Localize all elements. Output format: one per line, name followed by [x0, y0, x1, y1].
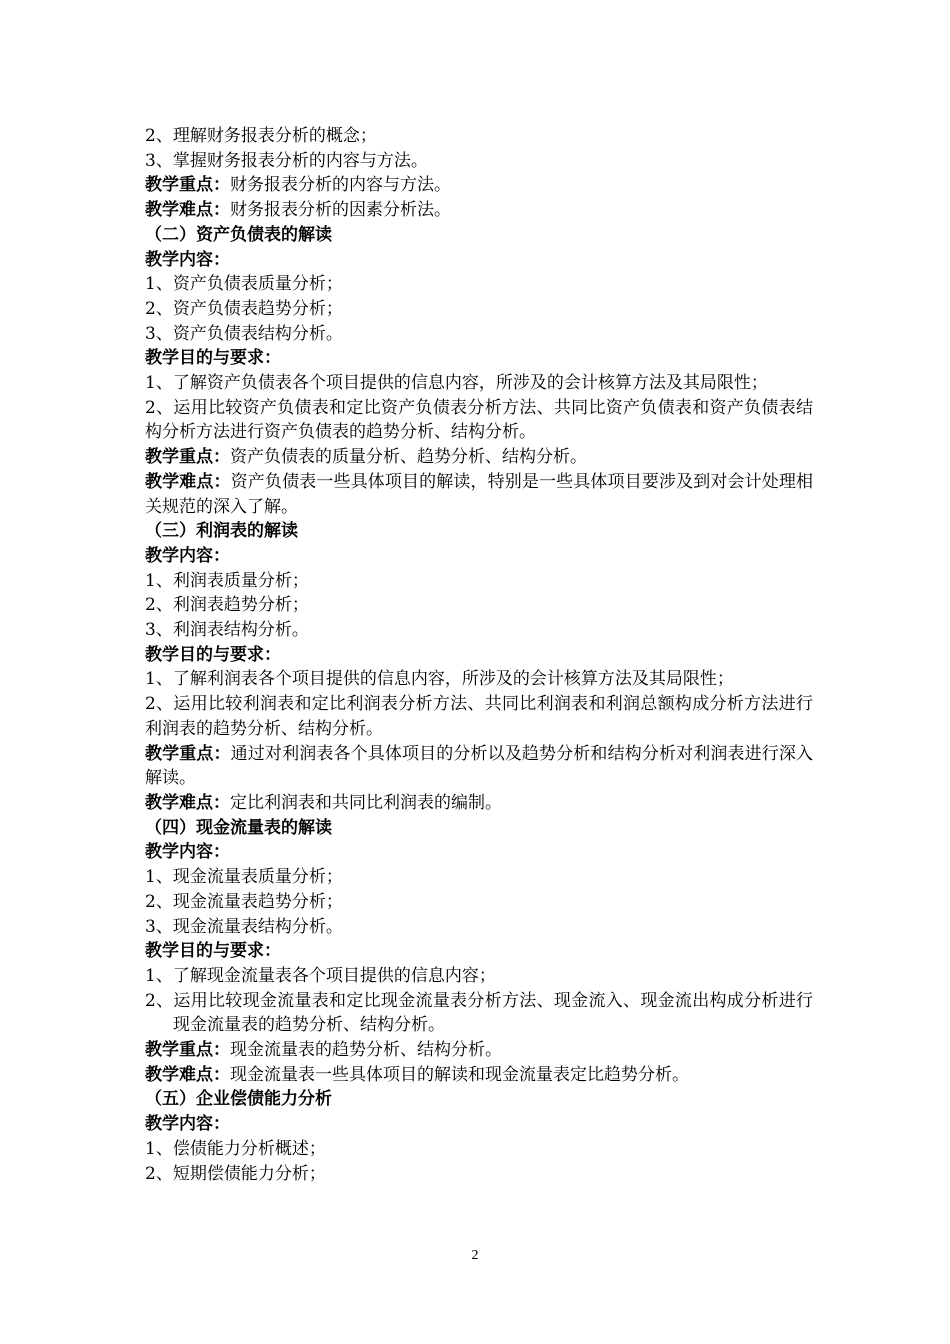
content-label: 教学内容：	[145, 545, 230, 566]
content-label: 教学内容：	[145, 1114, 230, 1135]
goals-label: 教学目的与要求：	[145, 348, 281, 369]
list-item: 3、现金流量表结构分析。	[145, 916, 343, 937]
difficulty-text: 财务报表分析的因素分析法。	[230, 200, 451, 221]
goals-label: 教学目的与要求：	[145, 644, 281, 665]
difficulty	[145, 791, 813, 816]
list-item: 2、利润表趋势分析；	[145, 595, 309, 616]
key-point-label: 教学重点：	[145, 1040, 230, 1061]
difficulty-label: 教学难点：	[145, 200, 230, 221]
key-point	[145, 1038, 813, 1063]
key-point-text: 现金流量表的趋势分析、结构分析。	[230, 1040, 502, 1061]
key-point-text: 资产负债表的质量分析、趋势分析、结构分析。	[230, 447, 587, 468]
goal-item: 1、了解现金流量表各个项目提供的信息内容；	[145, 965, 496, 986]
section-heading: （五）企业偿债能力分析	[145, 1089, 332, 1110]
goal-item: 2、运用比较资产负债表和定比资产负债表分析方法、共同比资产负债表和资产负债表结构分析方法进行资产负债表的趋势分析、结构分析。	[145, 397, 813, 443]
key-point-text: 财务报表分析的内容与方法。	[230, 175, 451, 196]
difficulty-text: 现金流量表一些具体项目的解读和现金流量表定比趋势分析。	[230, 1064, 689, 1085]
list-item: 2、短期偿债能力分析；	[145, 1163, 326, 1184]
goal-item: 2、运用比较利润表和定比利润表分析方法、共同比利润表和利润总额构成分析方法进行利润表的趋势分析、结构分析。	[145, 694, 813, 739]
list-item: 2、资产负债表趋势分析；	[145, 298, 343, 319]
page-number: 2	[471, 1248, 479, 1263]
difficulty-text: 定比利润表和共同比利润表的编制。	[230, 792, 502, 813]
page-body	[145, 124, 813, 1186]
list-item: 3、资产负债表结构分析。	[145, 323, 343, 344]
content-label: 教学内容：	[145, 842, 230, 863]
list-item: 2、现金流量表趋势分析；	[145, 891, 343, 912]
goal-item: 1、了解利润表各个项目提供的信息内容，所涉及的会计核算方法及其局限性；	[145, 669, 734, 690]
goal-item: 1、了解资产负债表各个项目提供的信息内容，所涉及的会计核算方法及其局限性；	[145, 373, 768, 394]
section-heading: （三）利润表的解读	[145, 521, 298, 542]
key-point	[145, 742, 813, 791]
key-point-label: 教学重点：	[145, 743, 231, 764]
goals-label: 教学目的与要求：	[145, 941, 281, 962]
list-item: 1、偿债能力分析概述；	[145, 1138, 326, 1159]
list-item: 1、利润表质量分析；	[145, 570, 309, 591]
section-heading: （二）资产负债表的解读	[145, 224, 332, 245]
list-item: 3、利润表结构分析。	[145, 620, 309, 641]
list-item: 2、理解财务报表分析的概念；	[145, 126, 377, 146]
section-heading: （四）现金流量表的解读	[145, 817, 332, 838]
key-point-label: 教学重点：	[145, 175, 230, 196]
key-point	[145, 173, 813, 198]
list-item: 1、资产负债表质量分析；	[145, 274, 343, 295]
goal-item: 2、运用比较现金流量表和定比现金流量表分析方法、现金流入、现金流出构成分析进行现金流量表的趋势分析、结构分析。	[145, 990, 813, 1036]
difficulty-label: 教学难点：	[145, 471, 231, 492]
difficulty	[145, 1063, 813, 1088]
list-item: 3、掌握财务报表分析的内容与方法。	[145, 150, 428, 171]
content-label: 教学内容：	[145, 249, 230, 270]
key-point-text: 通过对利润表各个具体项目的分析以及趋势分析和结构分析对利润表进行深入解读。	[145, 743, 814, 789]
difficulty-label: 教学难点：	[145, 1064, 230, 1085]
difficulty-label: 教学难点：	[145, 792, 230, 813]
key-point-label: 教学重点：	[145, 447, 230, 468]
difficulty	[145, 470, 813, 519]
difficulty-text: 资产负债表一些具体项目的解读，特别是一些具体项目要涉及到对会计处理相关规范的深入了解。	[145, 471, 814, 517]
list-item: 1、现金流量表质量分析；	[145, 867, 343, 888]
key-point	[145, 445, 813, 470]
difficulty	[145, 198, 813, 223]
